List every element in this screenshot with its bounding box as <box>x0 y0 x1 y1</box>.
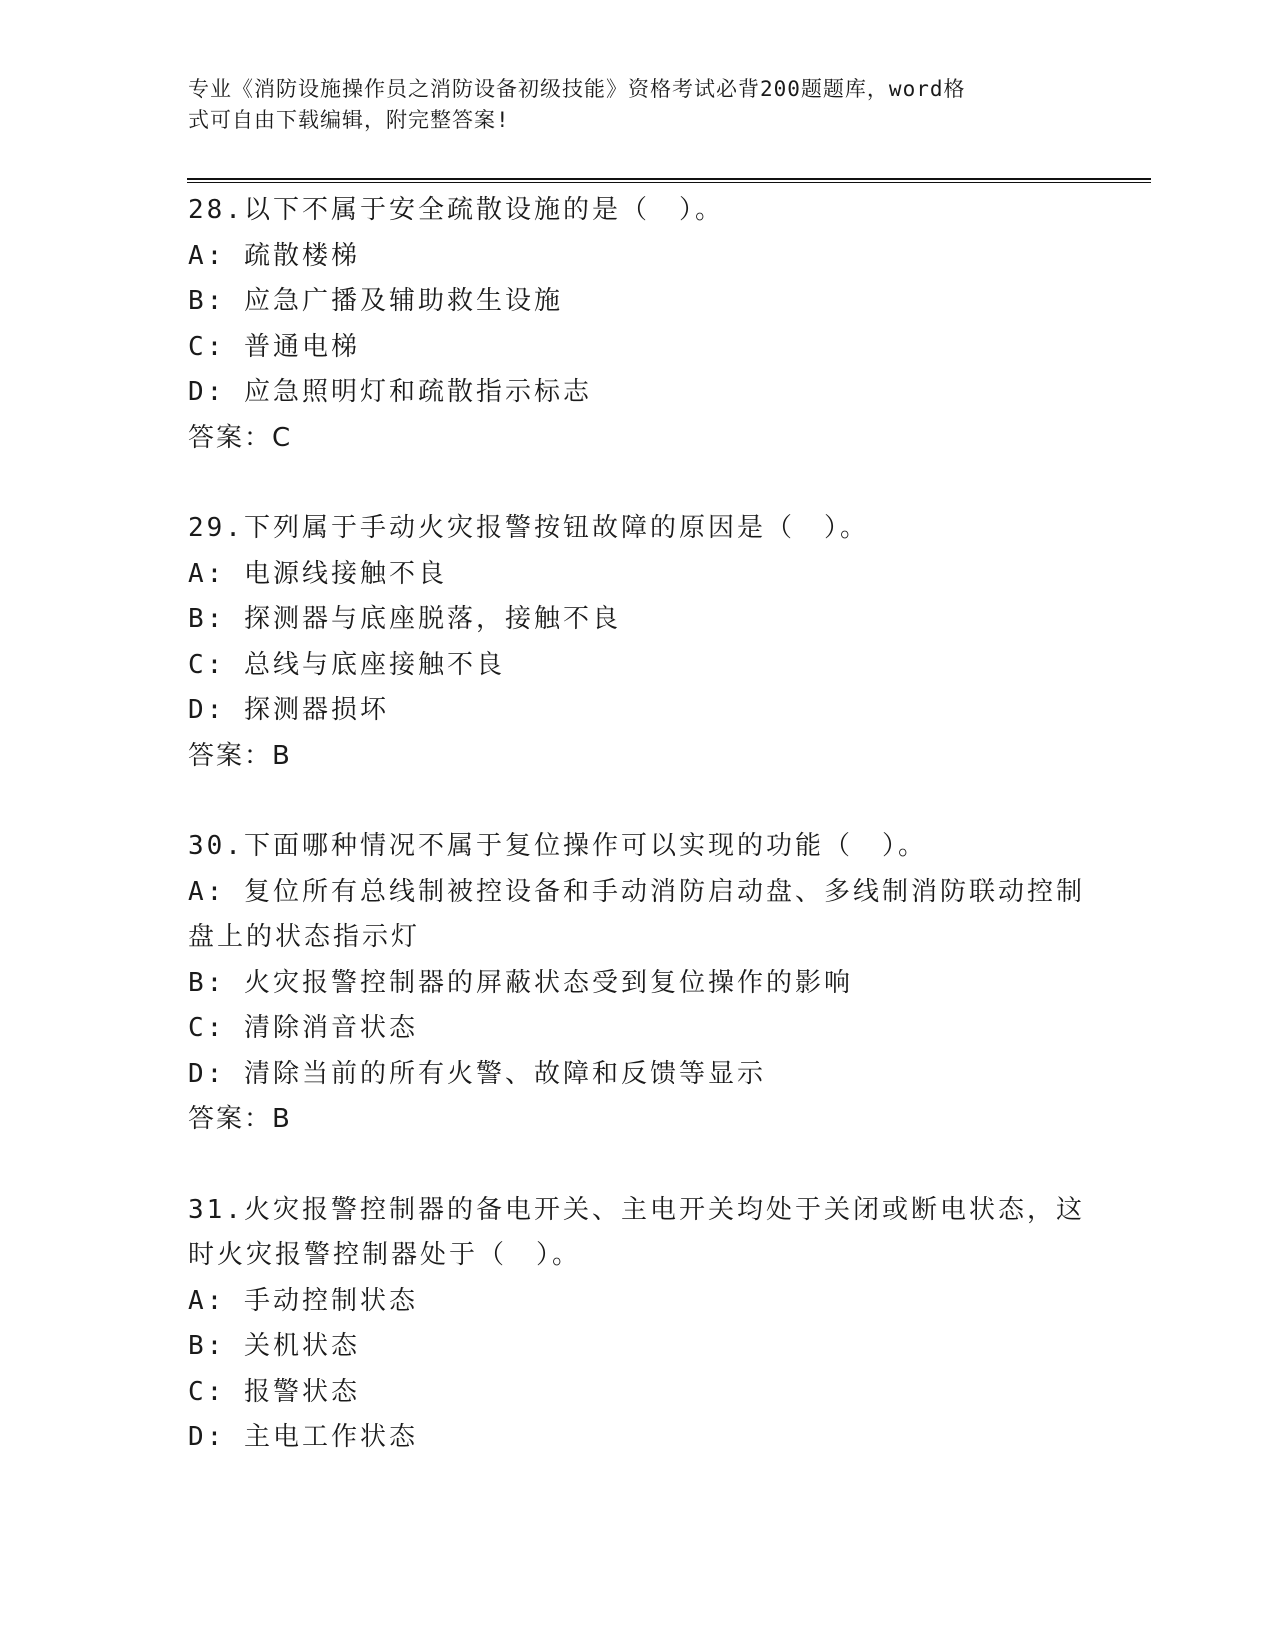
header-line-2: 式可自由下载编辑，附完整答案! <box>188 108 510 132</box>
option-a: A: 手动控制状态 <box>188 1285 418 1316</box>
option-c: C: 普通电梯 <box>188 331 360 362</box>
question-28 <box>188 188 1088 461</box>
question-29 <box>188 506 1088 779</box>
question-stem: 28.以下不属于安全疏散设施的是（ ）。 <box>188 195 724 225</box>
spacer <box>188 1143 1088 1188</box>
question-stem: 31.火灾报警控制器的备电开关、主电开关均处于关闭或断电状态，这 <box>188 1194 1085 1225</box>
option-b: B: 关机状态 <box>188 1331 360 1361</box>
option-b: B: 火灾报警控制器的屏蔽状态受到复位操作的影响 <box>188 967 853 998</box>
option-a: A: 电源线接触不良 <box>188 558 447 589</box>
question-stem: 30.下面哪种情况不属于复位操作可以实现的功能（ ）。 <box>188 831 927 861</box>
option-a-continued: 盘上的状态指示灯 <box>188 922 421 952</box>
answer: 答案：C <box>188 422 293 453</box>
option-d: D: 清除当前的所有火警、故障和反馈等显示 <box>188 1058 766 1089</box>
question-31 <box>188 1188 1088 1461</box>
option-a: A: 疏散楼梯 <box>188 240 360 271</box>
question-stem-continued: 时火灾报警控制器处于（ ）。 <box>188 1240 582 1270</box>
option-c: C: 清除消音状态 <box>188 1013 418 1043</box>
option-b: B: 应急广播及辅助救生设施 <box>188 286 563 316</box>
spacer <box>188 779 1088 824</box>
option-d: D: 探测器损坏 <box>188 695 389 725</box>
answer: 答案：B <box>188 740 292 771</box>
option-c: C: 报警状态 <box>188 1376 360 1407</box>
option-d: D: 主电工作状态 <box>188 1422 418 1452</box>
option-d: D: 应急照明灯和疏散指示标志 <box>188 377 592 407</box>
question-30 <box>188 824 1088 1143</box>
header-rule-thick <box>187 178 1151 180</box>
option-a: A: 复位所有总线制被控设备和手动消防启动盘、多线制消防联动控制 <box>188 876 1085 907</box>
question-stem: 29.下列属于手动火灾报警按钮故障的原因是（ ）。 <box>188 513 869 543</box>
header-rule-thin <box>187 182 1151 183</box>
option-b: B: 探测器与底座脱落，接触不良 <box>188 604 621 634</box>
header-line-1: 专业《消防设施操作员之消防设备初级技能》资格考试必背200题题库，word格 <box>188 77 966 101</box>
spacer <box>188 461 1088 506</box>
option-c: C: 总线与底座接触不良 <box>188 649 505 680</box>
document-header <box>188 74 1068 136</box>
question-list <box>188 188 1088 1461</box>
answer: 答案：B <box>188 1104 292 1134</box>
